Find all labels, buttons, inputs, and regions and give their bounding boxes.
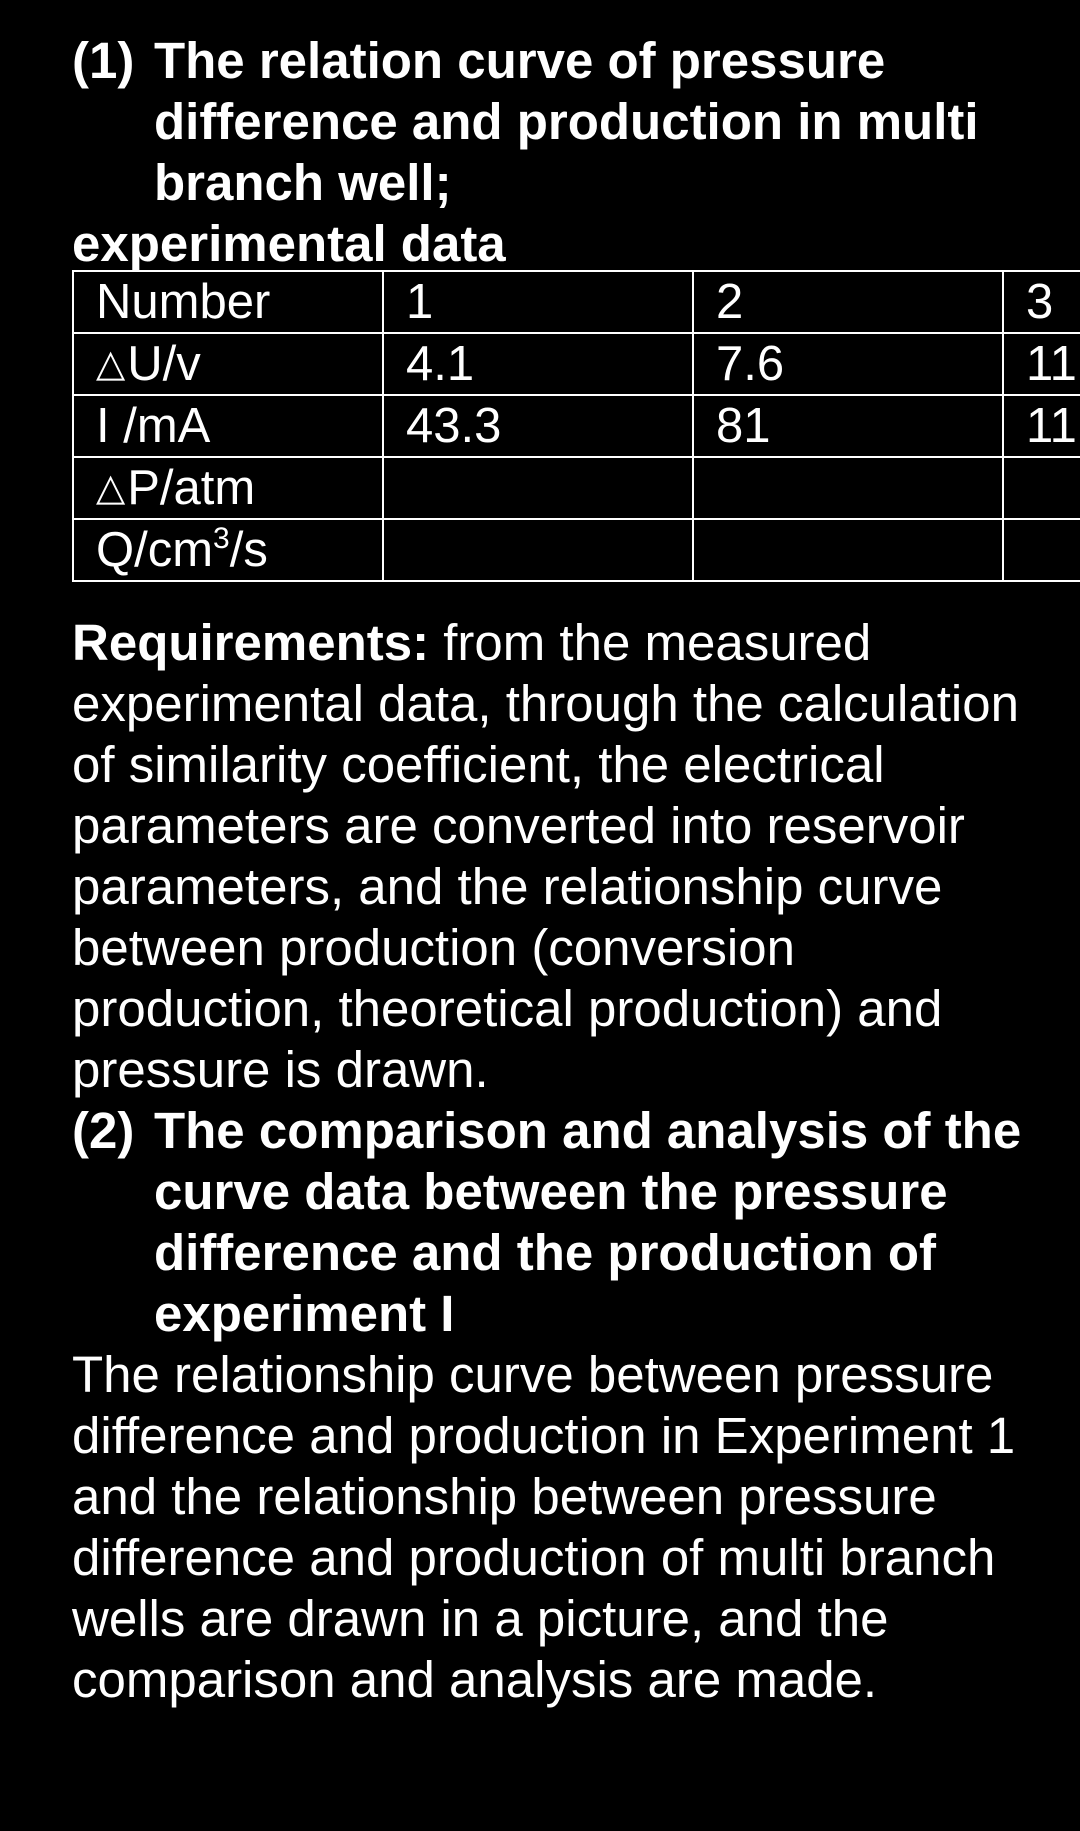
table-cell [693,519,1003,581]
table-row-number [73,271,1080,333]
row-header [73,395,383,457]
table-cell: 3 [1003,271,1080,333]
document-page [72,30,1080,1710]
row-header-label: Number [96,275,271,329]
section-2-body: The relationship curve between pressure difference and production in Experiment 1 and the relationship between pressure difference and production of multi branch wells are drawn in a picture, and the comparison and analysis are made. [72,1346,1016,1708]
section-2-title: The comparison and analysis of the curve data between the pressure difference and the production of experiment I [154,1102,1022,1342]
row-header [73,333,383,395]
table-cell: 81 [693,395,1003,457]
row-header-label: I /mA [96,399,211,453]
table-cell [1003,457,1080,519]
section-1-number: (1) [72,32,135,89]
delta-triangle-icon: △ [96,343,126,385]
table-row-voltage [73,333,1080,395]
delta-triangle-icon: △ [96,467,126,509]
row-header-label: Q/cm [96,523,214,577]
row-header-suffix: /s [229,523,268,577]
section-1-title: The relation curve of pressure difference and production in multi branch well; [154,32,979,211]
requirements-paragraph [72,612,1080,1100]
experimental-data-label: experimental data [72,215,506,272]
table-cell: 1 [383,271,693,333]
table-cell: 11 [1003,333,1080,395]
table-cell: 2 [693,271,1003,333]
row-header-label: U/v [127,337,201,391]
section-2-heading [72,1100,1080,1344]
row-header [73,519,383,581]
requirements-text: from the measured experimental data, through the calculation of similarity coefficient, the electrical parameters are converted into reservoir parameters, and the relationship curve between production (conversion production, theoretical production) and pressure is drawn. [72,614,1019,1098]
experimental-data-table-container [72,270,1080,590]
table-cell [383,519,693,581]
table-cell: 4.1 [383,333,693,395]
row-header-label: P/atm [127,461,256,515]
table-row-flow [73,519,1080,581]
requirements-label: Requirements: [72,614,430,671]
table-cell: 11 [1003,395,1080,457]
section-1-heading [72,30,1080,213]
row-header [73,457,383,519]
table-row-current [73,395,1080,457]
table-cell [383,457,693,519]
table-row-pressure [73,457,1080,519]
superscript: 3 [213,522,230,555]
table-cell: 43.3 [383,395,693,457]
row-header [73,271,383,333]
experimental-data-table [72,270,1080,582]
table-cell [1003,519,1080,581]
table-cell: 7.6 [693,333,1003,395]
section-2-number: (2) [72,1102,135,1159]
table-cell [693,457,1003,519]
